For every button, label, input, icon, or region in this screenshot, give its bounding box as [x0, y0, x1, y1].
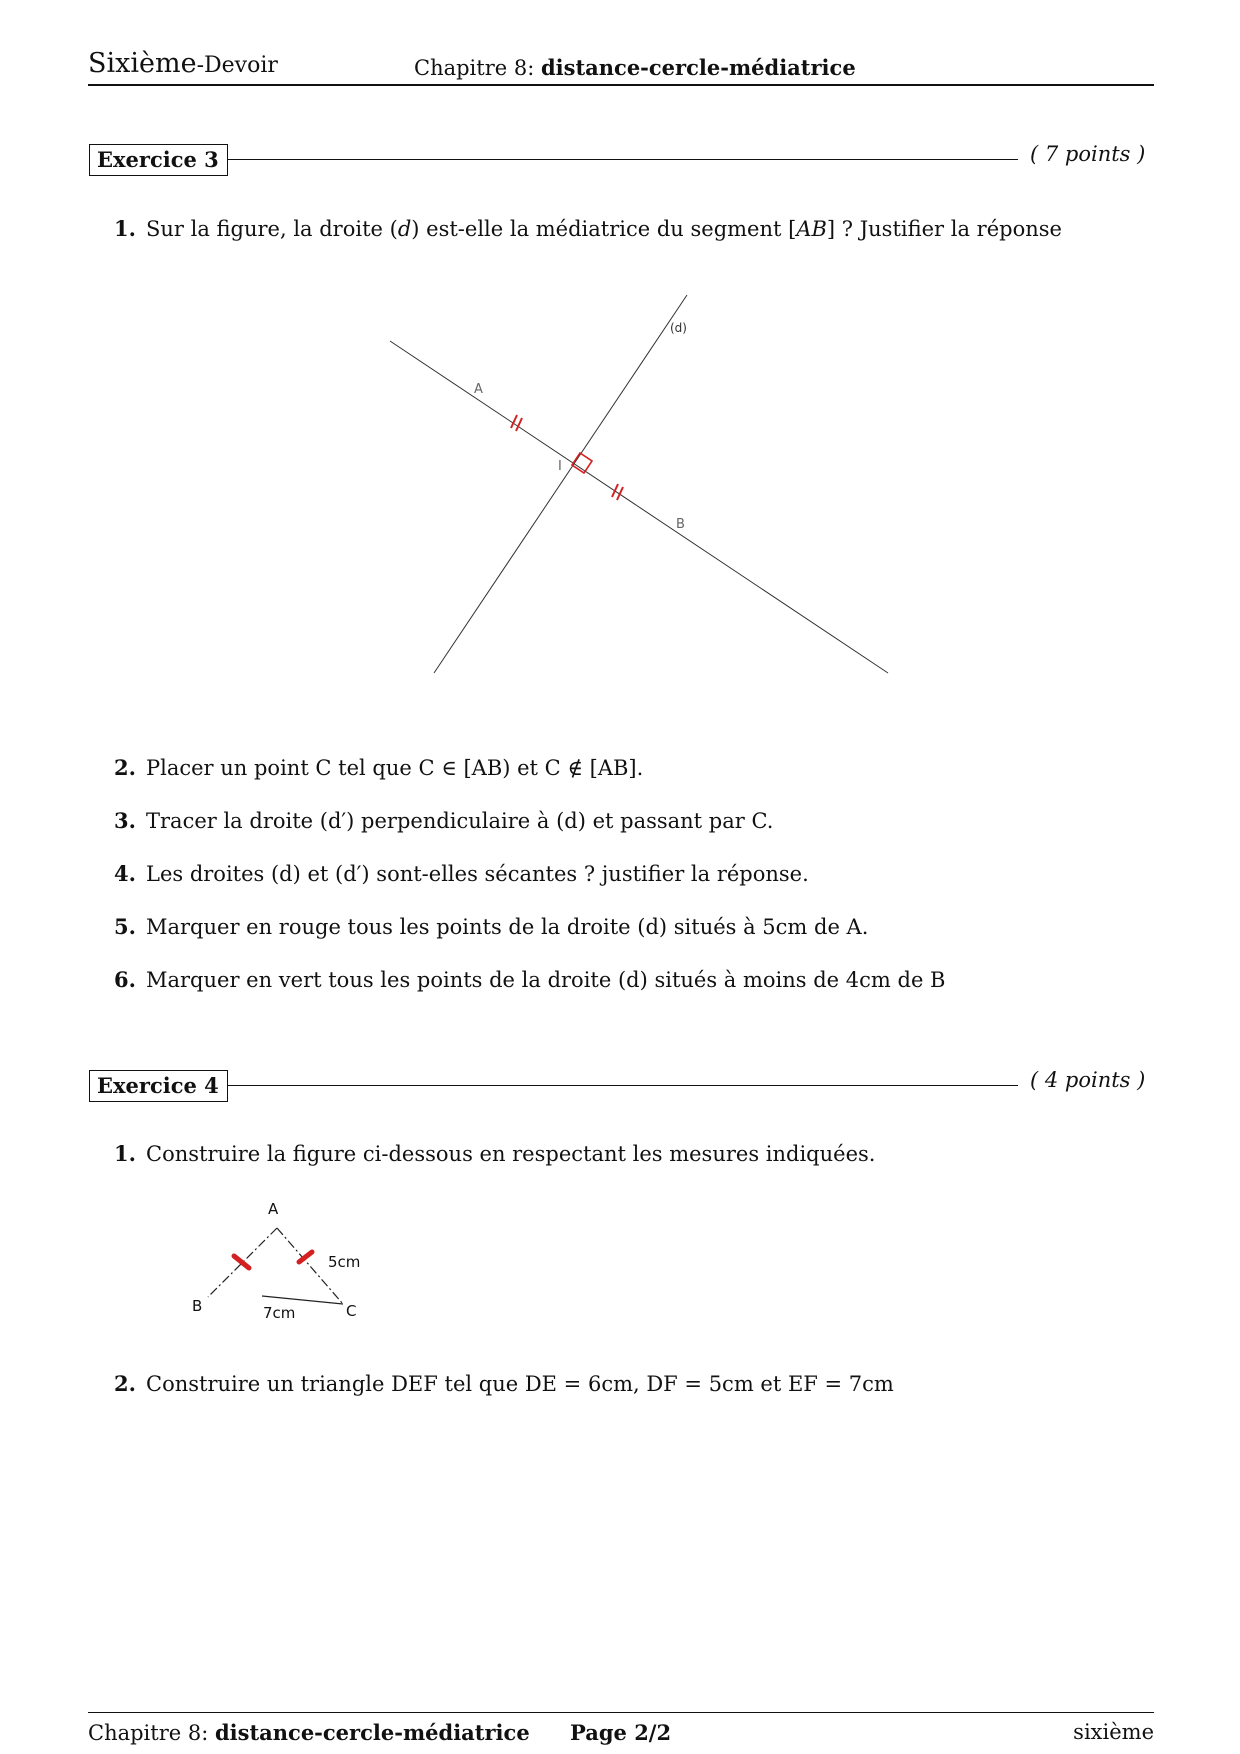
footer-page-number: Page 2/2 [570, 1720, 672, 1745]
label-vertex-a: A [268, 1200, 279, 1218]
label-point-i: I [558, 459, 562, 474]
question-number: 2. [114, 1371, 136, 1396]
exercise3-points: ( 7 points ) [1030, 142, 1146, 166]
exercise4-points: ( 4 points ) [1030, 1068, 1146, 1092]
header-chapter-title: distance-cercle-médiatrice [540, 55, 856, 80]
header-chapter-prefix: Chapitre 8: [414, 56, 541, 80]
question-text: Placer un point C tel que C ∈ [AB) et C ∉ [AB]. [146, 756, 644, 780]
question-number: 5. [114, 914, 136, 939]
question-number: 3. [114, 808, 136, 833]
question-number: 4. [114, 861, 136, 886]
question-number: 2. [114, 755, 136, 780]
label-point-a: A [474, 382, 483, 397]
label-length-bc: 7cm [263, 1304, 296, 1322]
label-length-ac: 5cm [328, 1253, 361, 1271]
header-doc-type: -Devoir [196, 53, 278, 78]
question-text: Marquer en rouge tous les points de la droite (d) situés à 5cm de A. [146, 915, 869, 939]
question-number: 1. [114, 216, 136, 241]
exercise3-title: Exercice 3 [89, 144, 228, 176]
var-d: d [397, 217, 412, 241]
footer-chapter [88, 1720, 530, 1745]
footer-chapter-prefix: Chapitre 8: [88, 1721, 215, 1745]
side-bc [262, 1296, 343, 1304]
question-text: Construire la figure ci-dessous en respectant les mesures indiquées. [146, 1142, 876, 1166]
question-text: ] ? Justifier la réponse [826, 217, 1062, 241]
question-text: Tracer la droite (d′) perpendiculaire à (d) et passant par C. [146, 809, 774, 833]
question-number: 6. [114, 967, 136, 992]
footer-rule [88, 1712, 1154, 1713]
label-line-d: (d) [670, 321, 687, 335]
equal-tick-ac [299, 1252, 312, 1262]
question-text: Construire un triangle DEF tel que DE = 6cm, DF = 5cm et EF = 7cm [146, 1372, 894, 1396]
footer-chapter-title: distance-cercle-médiatrice [214, 1720, 530, 1745]
question-text: ) est-elle la médiatrice du segment [ [411, 217, 797, 241]
exercise4-title: Exercice 4 [89, 1070, 228, 1102]
header-class: Sixième [88, 48, 197, 79]
question-text: Marquer en vert tous les points de la droite (d) situés à moins de 4cm de B [146, 968, 946, 992]
question-number: 1. [114, 1141, 136, 1166]
question-text: Les droites (d) et (d′) sont-elles sécantes ? justifier la réponse. [146, 862, 809, 886]
label-vertex-b: B [192, 1297, 203, 1315]
label-point-b: B [676, 517, 685, 532]
question-text: Sur la figure, la droite ( [146, 217, 398, 241]
var-ab: AB [796, 217, 827, 241]
label-vertex-c: C [346, 1302, 357, 1320]
exercise4-question-2 [114, 1371, 894, 1396]
footer-level: sixième [1073, 1720, 1154, 1744]
